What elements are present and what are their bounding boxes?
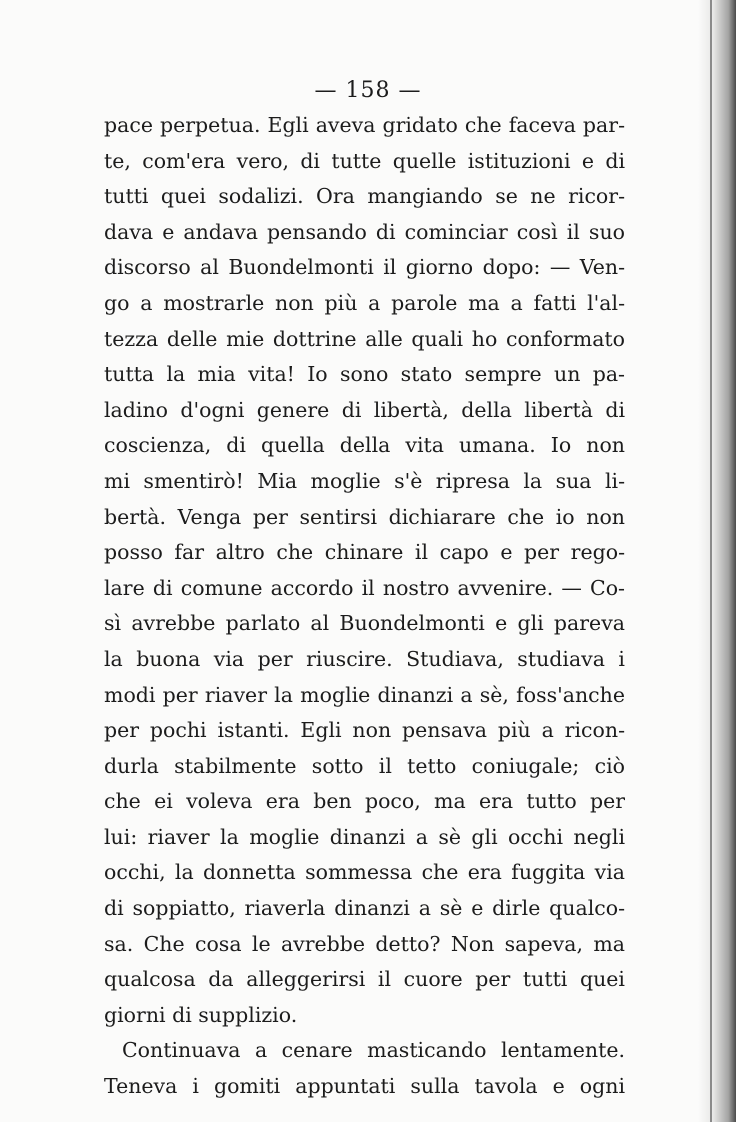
text-line: qualcosa da alleggerirsi il cuore per tutti quei [104,967,625,992]
body-text [104,108,625,1105]
text-line: lui: riaver la moglie dinanzi a sè gli occhi negli [104,824,625,849]
text-line: ladino d'ogni genere di libertà, della libertà di [104,397,625,422]
text-line: posso far altro che chinare il capo e per rego- [104,540,625,565]
text-line: tutti quei sodalizi. Ora mangiando se ne ricor- [104,184,625,209]
text-line: lare di comune accordo il nostro avvenire. — Co- [104,575,625,600]
text-line: di soppiatto, riaverla dinanzi a sè e dirle qualco- [104,896,625,921]
text-line: discorso al Buondelmonti il giorno dopo: — Ven- [104,255,625,280]
text-line: la buona via per riuscire. Studiava, studiava i [104,646,625,671]
text-line: bertà. Venga per sentirsi dichiarare che io non [104,504,625,529]
text-line: go a mostrarle non più a parole ma a fatti l'al- [104,290,625,315]
text-line: tutta la mia vita! Io sono stato sempre un pa- [104,362,625,387]
text-line: sa. Che cosa le avrebbe detto? Non sapeva, ma [104,931,625,956]
text-line: durla stabilmente sotto il tetto coniugale; ciò [104,753,625,778]
page-edge-shadow [698,0,736,1122]
page-edge-line [710,0,712,1122]
text-line: che ei voleva era ben poco, ma era tutto per [104,789,625,814]
text-line: Teneva i gomiti appuntati sulla tavola e ogni [104,1074,625,1099]
text-line: pace perpetua. Egli aveva gridato che faceva par- [104,113,625,137]
text-line: dava e andava pensando di cominciar così il suo [104,219,625,244]
text-line: tezza delle mie dottrine alle quali ho conformato [104,326,625,351]
text-line: per pochi istanti. Egli non pensava più a ricon- [104,718,625,743]
text-line: te, com'era vero, di tutte quelle istituzioni e di [104,148,625,173]
text-line: coscienza, di quella della vita umana. Io non [104,433,625,458]
text-line: modi per riaver la moglie dinanzi a sè, foss'anche [104,682,625,707]
text-line-paragraph-end: giorni di supplizio. [104,1002,298,1027]
text-line-paragraph-start: Continuava a cenare masticando lentamente. [122,1038,625,1063]
text-line: sì avrebbe parlato al Buondelmonti e gli pareva [104,611,625,636]
page-number: — 158 — [314,78,422,103]
text-line: occhi, la donnetta sommessa che era fuggita via [104,860,625,885]
text-line: mi smentirò! Mia moglie s'è ripresa la sua li- [104,468,625,493]
